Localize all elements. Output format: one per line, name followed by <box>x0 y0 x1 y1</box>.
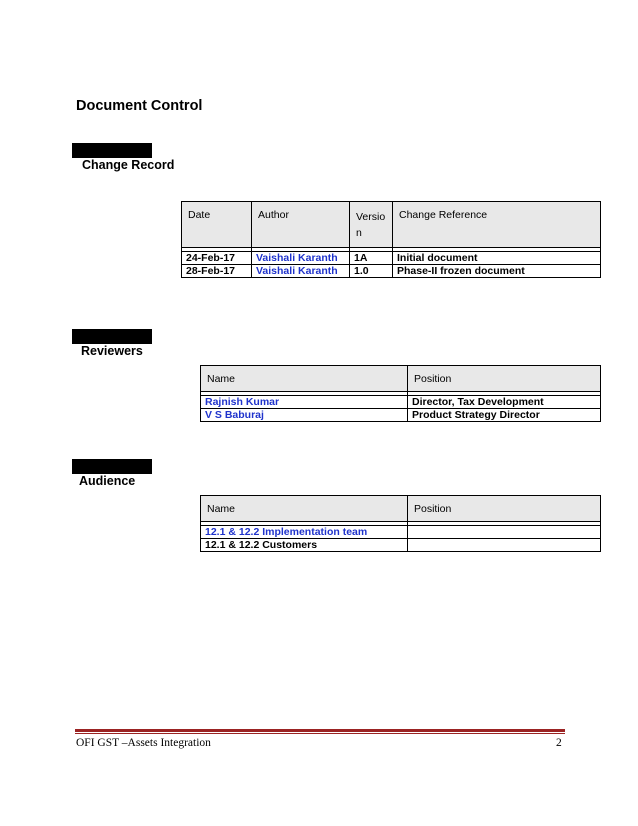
cell-date: 28-Feb-17 <box>182 265 252 278</box>
cell-version: 1.0 <box>350 265 393 278</box>
column-header: Name <box>201 366 408 392</box>
audience-table <box>200 495 601 552</box>
footer-rule <box>75 729 565 732</box>
column-header: Date <box>182 202 252 248</box>
table-row <box>182 252 601 265</box>
column-header: Author <box>252 202 350 248</box>
cell-reference: Phase-II frozen document <box>393 265 601 278</box>
section-marker-bar <box>72 459 152 474</box>
table-header-row <box>201 496 601 522</box>
table-header-row <box>201 366 601 392</box>
table-row <box>201 409 601 422</box>
reviewers-table <box>200 365 601 422</box>
cell-name: V S Baburaj <box>201 409 408 422</box>
table-row <box>182 265 601 278</box>
column-header: Position <box>408 366 601 392</box>
table-row <box>201 539 601 552</box>
section-marker-bar <box>72 143 152 158</box>
cell-position <box>408 539 601 552</box>
cell-position <box>408 526 601 539</box>
column-header: Name <box>201 496 408 522</box>
reviewers-heading: Reviewers <box>81 344 143 358</box>
cell-author: Vaishali Karanth <box>252 265 350 278</box>
footer-rule-thin <box>75 733 565 734</box>
column-header: Change Reference <box>393 202 601 248</box>
page-number: 2 <box>556 737 562 749</box>
cell-name: 12.1 & 12.2 Customers <box>201 539 408 552</box>
change-record-table <box>181 201 601 278</box>
table-row <box>201 396 601 409</box>
section-marker-bar <box>72 329 152 344</box>
audience-heading: Audience <box>79 474 136 488</box>
document-title: Document Control <box>76 98 203 114</box>
cell-author: Vaishali Karanth <box>252 252 350 265</box>
column-header: Versio n <box>350 202 393 248</box>
cell-position: Director, Tax Development <box>408 396 601 409</box>
column-header: Position <box>408 496 601 522</box>
footer-document-name: OFI GST –Assets Integration <box>76 737 211 749</box>
change-record-heading: Change Record <box>82 158 175 172</box>
cell-name: 12.1 & 12.2 Implementation team <box>201 526 408 539</box>
cell-reference: Initial document <box>393 252 601 265</box>
cell-version: 1A <box>350 252 393 265</box>
cell-date: 24-Feb-17 <box>182 252 252 265</box>
cell-name: Rajnish Kumar <box>201 396 408 409</box>
table-header-row <box>182 202 601 248</box>
table-row <box>201 526 601 539</box>
cell-position: Product Strategy Director <box>408 409 601 422</box>
